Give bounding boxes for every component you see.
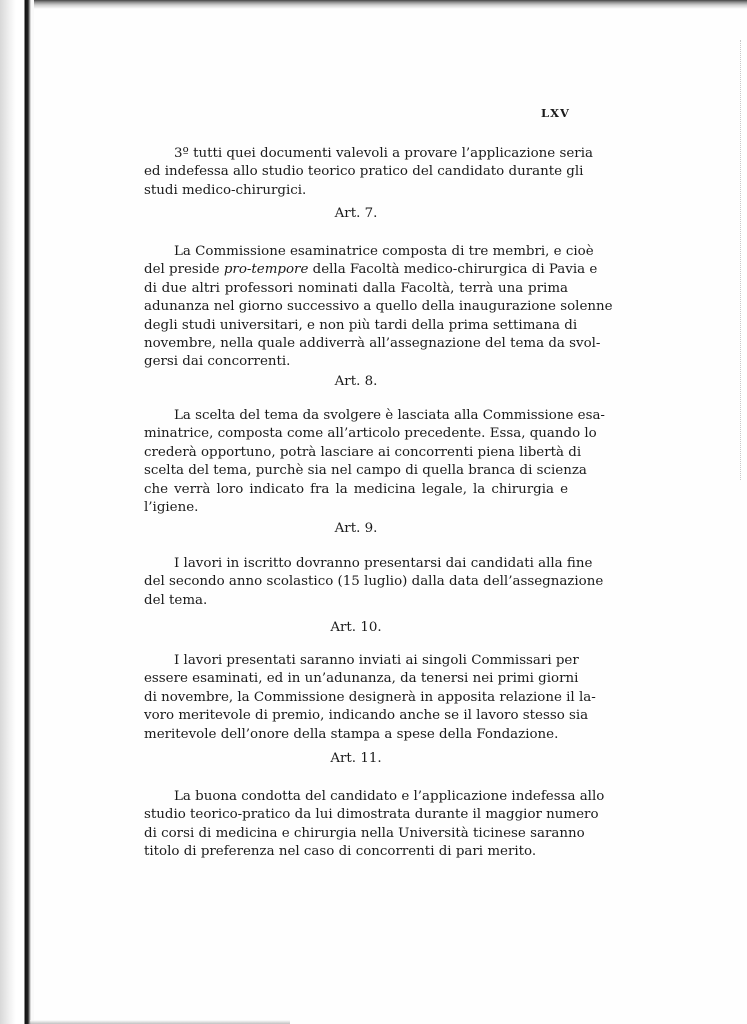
text-line: ed indefessa allo studio teorico pratico del candidato durante gli bbox=[144, 164, 584, 180]
text-line: I lavori in iscritto dovranno presentarsi dai candidati alla fine bbox=[174, 556, 593, 571]
text-line: scelta del tema, purchè sia nel campo di quella branca di scienza bbox=[144, 463, 587, 479]
text-line: novembre, nella quale addiverrà all’assegnazione del tema da svol- bbox=[144, 336, 601, 352]
text-line: di corsi di medicina e chirurgia nella Università ticinese saranno bbox=[144, 825, 585, 841]
text-line: I lavori presentati saranno inviati ai singoli Commissari per bbox=[174, 653, 579, 668]
article-heading-8: Art. 8. bbox=[334, 374, 378, 389]
paragraph-art-9 bbox=[144, 555, 604, 610]
text-line: l’igiene. bbox=[144, 500, 199, 516]
text-line: titolo di preferenza nel caso di concorrenti di pari merito. bbox=[144, 844, 537, 860]
text-segment: del preside bbox=[144, 262, 224, 278]
text-line: del secondo anno scolastico (15 luglio) dalla data dell’assegnazione bbox=[144, 574, 604, 590]
text-line-with-italic bbox=[144, 261, 598, 279]
italic-phrase: pro-tempore bbox=[223, 262, 309, 278]
paragraph-art-11 bbox=[144, 788, 605, 862]
paragraph-item-3 bbox=[144, 145, 593, 200]
text-line: gersi dai concorrenti. bbox=[144, 354, 291, 370]
article-heading-11: Art. 11. bbox=[330, 751, 382, 766]
text-segment: della Facoltà medico-chirurgica di Pavia e bbox=[308, 262, 598, 278]
scan-top-edge bbox=[0, 0, 747, 9]
text-line: di due altri professori nominati dalla Facoltà, terrà una prima bbox=[144, 280, 568, 296]
text-line: voro meritevole di premio, indicando anche se il lavoro stesso sia bbox=[144, 708, 589, 724]
text-line: essere esaminati, ed in un’adunanza, da tenersi nei primi giorni bbox=[144, 671, 579, 687]
paragraph-art-10 bbox=[144, 652, 596, 744]
text-line: La buona condotta del candidato e l’applicazione indefessa allo bbox=[174, 789, 605, 804]
scan-bottom-edge bbox=[30, 1020, 290, 1024]
article-heading-7: Art. 7. bbox=[334, 206, 378, 221]
paragraph-art-8 bbox=[144, 407, 605, 517]
text-line: del tema. bbox=[144, 592, 208, 608]
scan-binding-edge bbox=[0, 0, 34, 1024]
text-line: studio teorico-pratico da lui dimostrata durante il maggior numero bbox=[144, 807, 599, 823]
text-line: minatrice, composta come all’articolo precedente. Essa, quando lo bbox=[144, 426, 597, 442]
text-line: adunanza nel giorno successivo a quello della inaugurazione solenne bbox=[144, 299, 613, 315]
text-line: 3º tutti quei documenti valevoli a provare l’applicazione seria bbox=[174, 146, 593, 161]
text-line: degli studi universitari, e non più tardi della prima settimana di bbox=[144, 317, 578, 333]
text-line: La Commissione esaminatrice composta di tre membri, e cioè bbox=[174, 244, 594, 259]
scan-right-specks bbox=[734, 40, 741, 480]
text-line: La scelta del tema da svolgere è lasciata alla Commissione esa- bbox=[174, 408, 605, 423]
article-heading-10: Art. 10. bbox=[330, 620, 382, 635]
paragraph-art-7 bbox=[144, 243, 613, 372]
text-line: che verrà loro indicato fra la medicina legale, la chirurgia e bbox=[144, 481, 568, 497]
article-heading-9: Art. 9. bbox=[334, 521, 378, 536]
text-line: crederà opportuno, potrà lasciare ai concorrenti piena libertà di bbox=[144, 444, 582, 460]
text-line: di novembre, la Commissione designerà in apposita relazione il la- bbox=[144, 689, 596, 705]
text-line: studi medico-chirurgici. bbox=[144, 182, 307, 198]
page-number: LXV bbox=[541, 106, 570, 120]
text-line: meritevole dell’onore della stampa a spese della Fondazione. bbox=[144, 726, 559, 742]
